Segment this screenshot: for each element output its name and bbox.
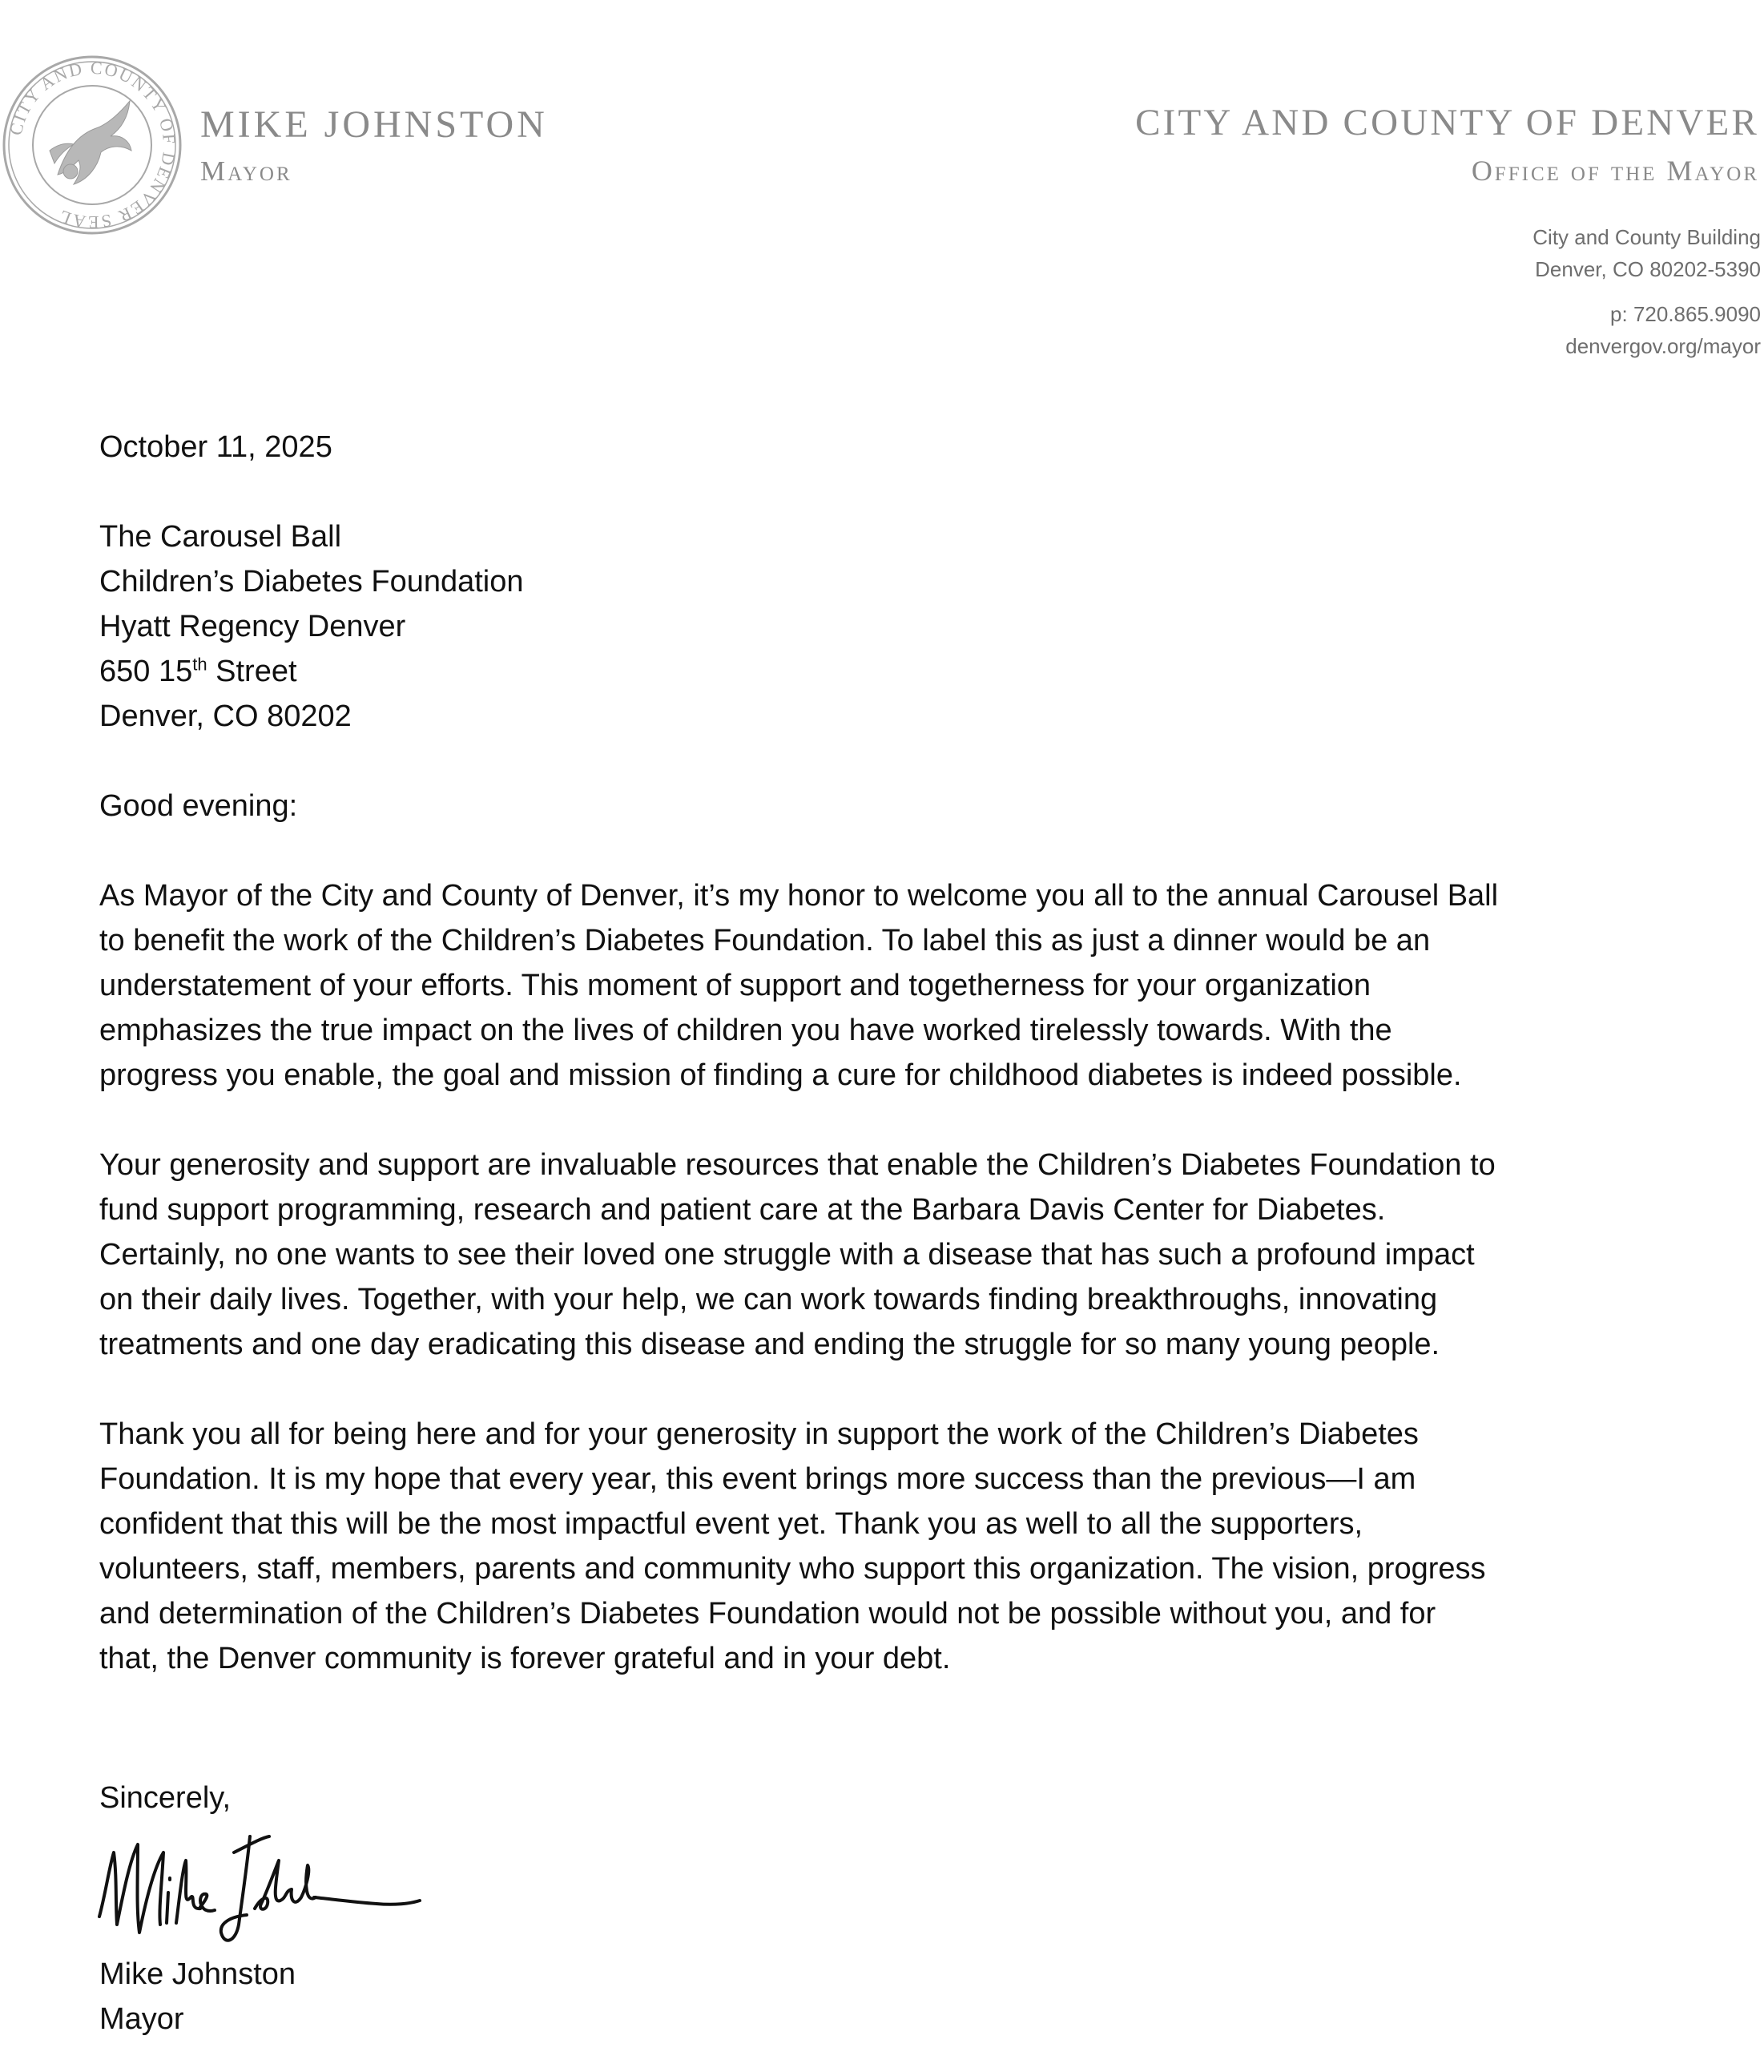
street-number: 650 15 [99,655,193,688]
mayor-name: MIKE JOHNSTON [200,103,548,146]
letter-date: October 11, 2025 [99,430,332,464]
handwritten-signature [90,1820,426,1949]
ordinal-suffix: th [192,654,207,675]
paragraph-line: volunteers, staff, members, parents and community who support this organization. The vision, progress [99,1552,1486,1586]
paragraph-line: confident that this will be the most impactful event yet. Thank you as well to all the supporters, [99,1507,1363,1541]
paragraph-line: treatments and one day eradicating this disease and ending the struggle for so many young people. [99,1328,1440,1361]
office-city: CITY AND COUNTY OF DENVER [1135,102,1759,143]
mayor-title: Mayor [200,155,292,187]
paragraph-line: fund support programming, research and patient care at the Barbara Davis Center for Diabetes. [99,1193,1386,1227]
salutation: Good evening: [99,789,298,823]
recipient-line-4 [99,649,1669,694]
street-name: Street [207,655,297,688]
signer-name: Mike Johnston [99,1957,296,1991]
recipient-address [99,514,1669,739]
paragraph-line: on their daily lives. Together, with your help, we can work towards finding breakthroughs, innovating [99,1283,1438,1316]
paragraph-1 [99,873,1669,1098]
contact-block [1282,221,1761,362]
recipient-line-5: Denver, CO 80202 [99,699,352,733]
paragraph-line: to benefit the work of the Children’s Diabetes Foundation. To label this as just a dinner would be an [99,924,1431,957]
closing: Sincerely, [99,1781,232,1815]
paragraph-3 [99,1412,1669,1681]
address-line-1: City and County Building [1532,225,1761,249]
paragraph-line: Thank you all for being here and for your generosity in support the work of the Children’s Diabetes [99,1417,1419,1451]
recipient-line-2: Children’s Diabetes Foundation [99,565,524,599]
website: denvergov.org/mayor [1565,334,1761,358]
phone-number: p: 720.865.9090 [1610,302,1761,326]
seal-text: CITY AND COUNTY OF DENVER SEAL [5,57,180,233]
city-seal-icon [2,54,183,236]
mayor-heading [200,103,548,187]
paragraph-line: understatement of your efforts. This moment of support and togetherness for your organization [99,969,1371,1002]
paragraph-line: and determination of the Children’s Diabetes Foundation would not be possible without you, and for [99,1597,1436,1631]
signer-block [99,1952,296,2042]
paragraph-line: emphasizes the true impact on the lives of children you have worked tirelessly towards. With the [99,1014,1392,1047]
office-heading [958,104,1759,185]
address-line-2: Denver, CO 80202-5390 [1535,257,1761,281]
letter-body [99,425,1669,1726]
signer-title: Mayor [99,2002,184,2036]
paragraph-line: that, the Denver community is forever grateful and in your debt. [99,1642,951,1675]
paragraph-line: progress you enable, the goal and mission of finding a cure for childhood diabetes is indeed possible. [99,1058,1462,1092]
paragraph-line: Foundation. It is my hope that every year, this event brings more success than the previous—I am [99,1462,1416,1496]
paragraph-line: Your generosity and support are invaluable resources that enable the Children’s Diabetes Foundation to [99,1148,1496,1182]
paragraph-line: As Mayor of the City and County of Denver, it’s my honor to welcome you all to the annual Carousel Ball [99,879,1499,913]
recipient-line-1: The Carousel Ball [99,520,342,554]
paragraph-line: Certainly, no one wants to see their loved one struggle with a disease that has such a profound impact [99,1238,1475,1272]
office-subtitle: Office of the Mayor [1471,155,1759,187]
paragraph-2 [99,1143,1669,1367]
recipient-line-3: Hyatt Regency Denver [99,610,406,643]
